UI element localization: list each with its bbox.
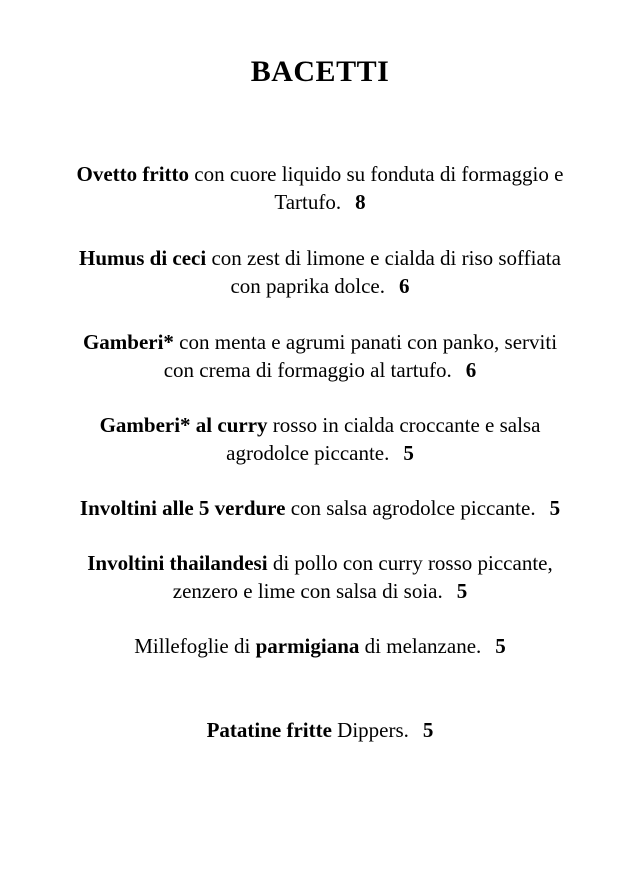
menu-item-line-2 bbox=[30, 577, 610, 605]
dish-description-cont: zenzero e lime con salsa di soia. bbox=[172, 579, 443, 603]
dish-name: Humus di ceci bbox=[79, 246, 207, 270]
menu-item-line-1 bbox=[30, 716, 610, 744]
menu-item bbox=[30, 328, 610, 384]
menu-item-line-1 bbox=[30, 632, 610, 660]
dish-description-cont: con paprika dolce. bbox=[230, 274, 386, 298]
dish-name: Gamberi* al curry bbox=[99, 413, 268, 437]
menu-item-line-1 bbox=[30, 549, 610, 577]
menu-item-line-2 bbox=[30, 188, 610, 216]
menu-item-line-1 bbox=[30, 328, 610, 356]
dish-price: 5 bbox=[495, 634, 506, 658]
menu-item bbox=[30, 716, 610, 744]
menu-title: BACETTI bbox=[250, 55, 390, 88]
menu-item bbox=[30, 160, 610, 216]
dish-description: rosso in cialda croccante e salsa bbox=[267, 413, 541, 437]
dish-description: con salsa agrodolce piccante. bbox=[285, 496, 536, 520]
dish-name: Ovetto fritto bbox=[76, 162, 190, 186]
dish-description: Dippers. bbox=[331, 718, 409, 742]
menu-item-line-1 bbox=[30, 244, 610, 272]
menu-item bbox=[30, 494, 610, 522]
dish-description-cont: agrodolce piccante. bbox=[226, 441, 390, 465]
dish-description: di melanzane. bbox=[359, 634, 482, 658]
dish-prefix: Millefoglie di bbox=[134, 634, 256, 658]
dish-description: di pollo con curry rosso piccante, bbox=[267, 551, 553, 575]
dish-price: 5 bbox=[456, 579, 468, 603]
menu-item-line-1 bbox=[30, 411, 610, 439]
dish-price: 5 bbox=[549, 496, 561, 520]
dish-name: Patatine fritte bbox=[206, 718, 332, 742]
dish-description: con cuore liquido su fonduta di formaggio e bbox=[189, 162, 564, 186]
dish-price: 5 bbox=[422, 718, 434, 742]
dish-name: Involtini thailandesi bbox=[87, 551, 268, 575]
dish-name: parmigiana bbox=[255, 634, 360, 658]
menu-item-line-2 bbox=[30, 272, 610, 300]
dish-description: con zest di limone e cialda di riso soffiata bbox=[206, 246, 561, 270]
menu-item bbox=[30, 411, 610, 467]
menu-item bbox=[30, 244, 610, 300]
dish-name: Gamberi* bbox=[82, 330, 174, 354]
dish-price: 6 bbox=[399, 274, 410, 298]
dish-description-cont: con crema di formaggio al tartufo. bbox=[163, 358, 452, 382]
dish-name: Involtini alle 5 verdure bbox=[79, 496, 286, 520]
menu-item-line-2 bbox=[30, 356, 610, 384]
dish-price: 8 bbox=[355, 190, 366, 214]
menu-item bbox=[30, 632, 610, 660]
dish-description: con menta e agrumi panati con panko, serviti bbox=[173, 330, 558, 354]
dish-price: 5 bbox=[403, 441, 414, 465]
dish-price: 6 bbox=[465, 358, 477, 382]
menu-item-line-1 bbox=[30, 160, 610, 188]
dish-description-cont: Tartufo. bbox=[274, 190, 342, 214]
menu-item-line-1 bbox=[30, 494, 610, 522]
menu-item bbox=[30, 549, 610, 605]
menu-item-line-2 bbox=[30, 439, 610, 467]
